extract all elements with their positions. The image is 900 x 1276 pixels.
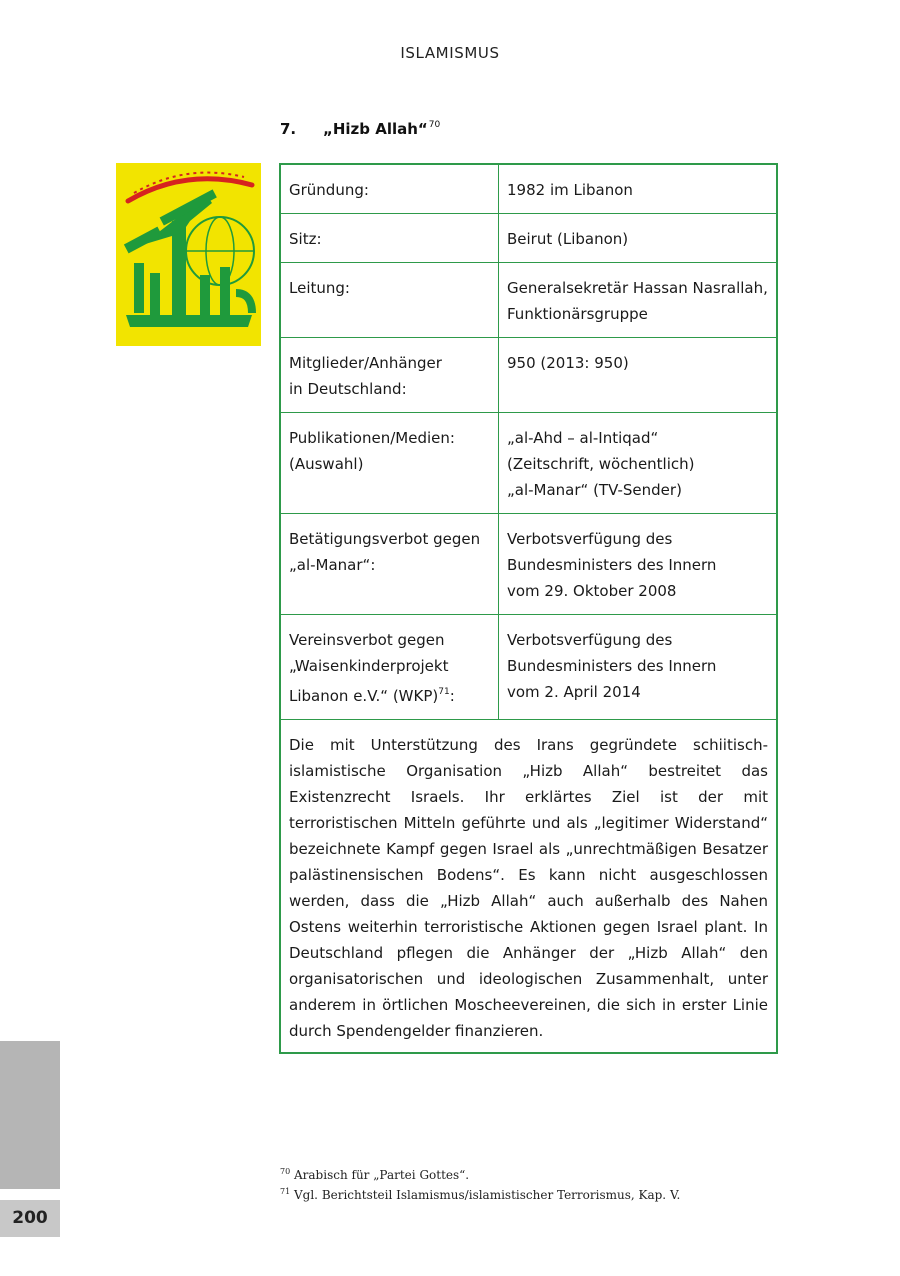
profile-value: Beirut (Libanon): [507, 230, 629, 248]
profile-key: Sitz:: [281, 214, 499, 262]
profile-value: Verbotsverfügung des Bundesministers des Innern vom 29. Oktober 2008: [507, 530, 717, 600]
profile-row-betaetigungsverbot: [281, 514, 776, 615]
profile-value: Generalsekretär Hassan Nasrallah, Funktionärsgruppe: [507, 279, 768, 323]
footnote-text: Arabisch für „Partei Gottes“.: [294, 1168, 470, 1182]
running-head: ISLAMISMUS: [400, 44, 500, 62]
profile-key: Publikationen/Medien: (Auswahl): [281, 413, 499, 513]
footnote-number: 70: [280, 1167, 291, 1176]
profile-key: Vereinsverbot gegen „Waisenkinderprojekt Libanon e.V.“ (WKP)$^{71}$:: [281, 615, 499, 719]
profile-box: [279, 163, 778, 1054]
section-heading: [280, 120, 440, 138]
profile-value: 950 (2013: 950): [507, 354, 629, 372]
organisation-description: Die mit Unterstützung des Irans gegründete schiitisch-islamistische Organisation „Hizb Allah“ bestreitet das Existenzrecht Israels. Ihr erklärtes Ziel ist der mit terroristischen Mitteln geführte und als „legitimer Widerstand“ bezeichnete Kampf gegen Israel als „unrechtmäßigen Besatzer palästinensischen Bodens“. Es kann nicht ausgeschlossen werden, dass die „Hizb Allah“ auch außerhalb des Nahen Ostens weiterhin terroristische Aktionen gegen Israel plant. In Deutschland pflegen die Anhänger der „Hizb Allah“ den organisatorischen und ideologischen Zusammenhalt, unter anderem in örtlichen Moscheevereinen, die sich in erster Linie durch Spendengelder finanzieren.: [289, 736, 768, 1040]
section-number: 7.: [280, 120, 297, 138]
hizb-allah-flag-emblem-icon: [116, 163, 261, 346]
footnote-number: 71: [280, 1187, 291, 1196]
profile-key: Betätigungsverbot gegen „al-Manar“:: [281, 514, 499, 614]
footnotes: [280, 1165, 780, 1205]
profile-value: 1982 im Libanon: [507, 181, 633, 199]
profile-row-sitz: [281, 214, 776, 263]
profile-key: Leitung:: [281, 263, 499, 337]
profile-key: Gründung:: [281, 165, 499, 213]
footnote-ref-70[interactable]: 70: [428, 120, 441, 130]
profile-value: Verbotsverfügung des Bundesministers des Innern vom 2. April 2014: [507, 631, 717, 701]
profile-key: Mitglieder/Anhänger in Deutschland:: [281, 338, 499, 412]
profile-row-vereinsverbot: [281, 615, 776, 720]
footnote-text: Vgl. Berichtsteil Islamismus/islamistischer Terrorismus, Kap. V.: [294, 1188, 681, 1202]
page-number: 200: [0, 1200, 60, 1237]
footnote-71: [280, 1185, 780, 1205]
profile-row-leitung: [281, 263, 776, 338]
profile-row-gruendung: [281, 165, 776, 214]
section-title: „Hizb Allah“: [323, 120, 428, 138]
profile-row-publikationen: [281, 413, 776, 514]
hizb-allah-logo: [116, 163, 261, 346]
footnote-70: [280, 1165, 780, 1185]
profile-value: „al-Ahd – al-Intiqad“ (Zeitschrift, wöchentlich) „al-Manar“ (TV-Sender): [507, 429, 695, 499]
chapter-tab-marker: [0, 1041, 60, 1189]
profile-row-mitglieder: [281, 338, 776, 413]
footnote-ref-71[interactable]: 71: [438, 687, 450, 697]
